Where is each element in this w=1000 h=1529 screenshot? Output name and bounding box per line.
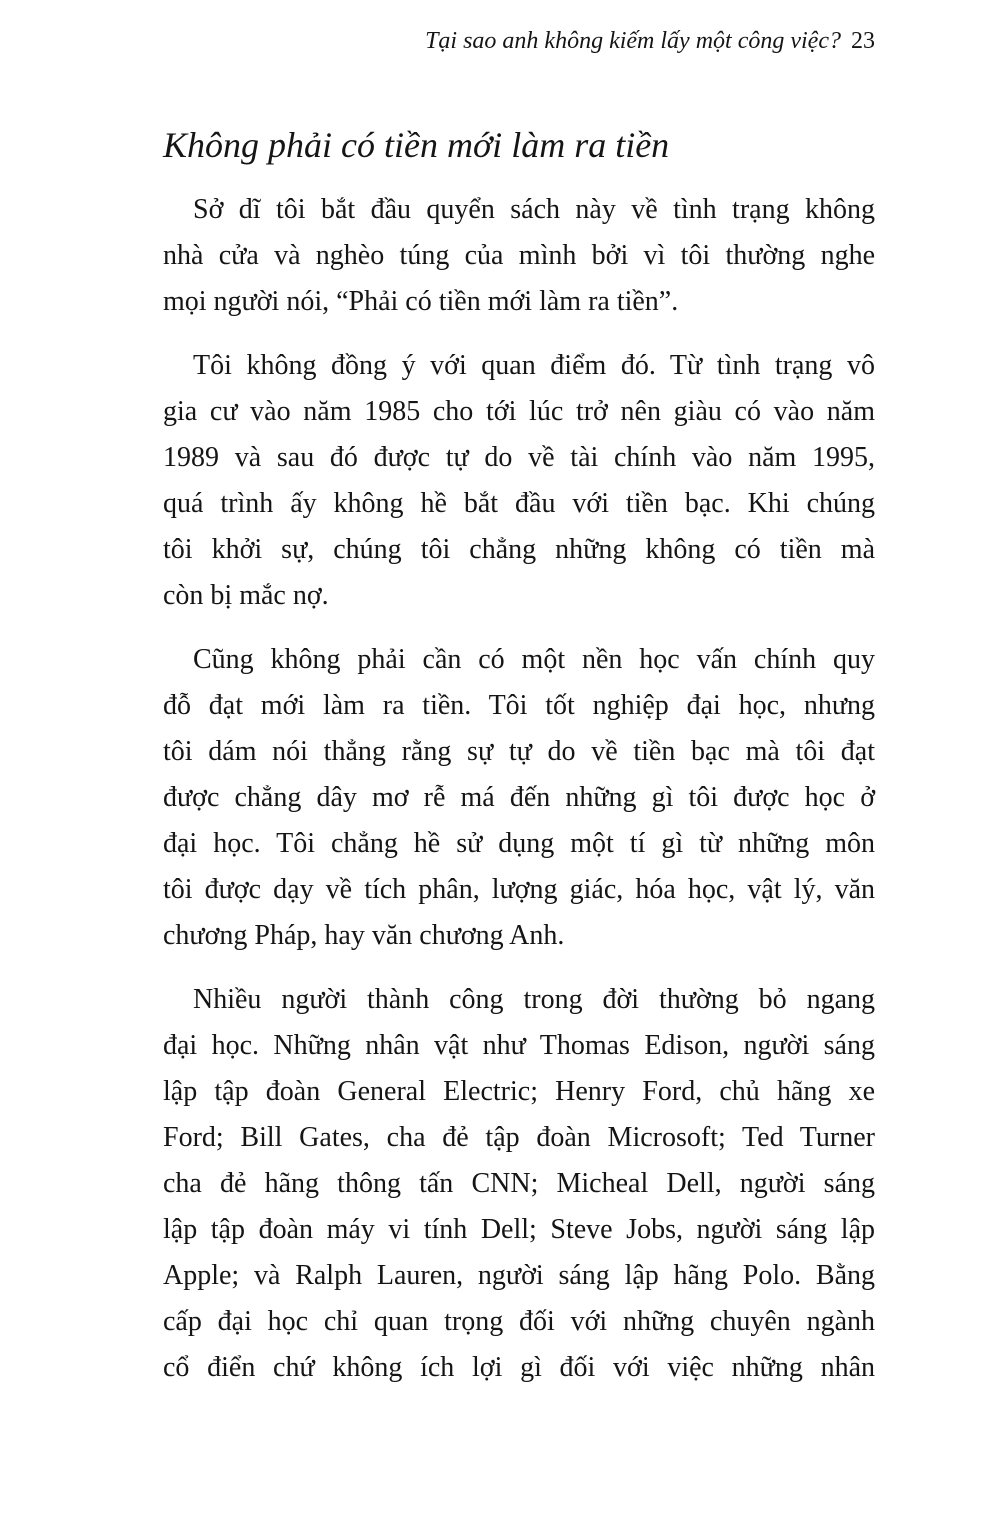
running-head [425,24,875,58]
text-line: gia cư vào năm 1985 cho tới lúc trở nên giàu có vào năm [163,396,875,427]
text-line: lập tập đoàn General Electric; Henry Ford, chủ hãng xe [163,1076,875,1107]
text-line: Nhiều người thành công trong đời thường bỏ ngang [193,984,875,1015]
text-line: Apple; và Ralph Lauren, người sáng lập hãng Polo. Bằng [163,1260,875,1291]
text-line: mọi người nói, “Phải có tiền mới làm ra tiền”. [163,286,679,317]
text-line: lập tập đoàn máy vi tính Dell; Steve Jobs, người sáng lập [163,1214,875,1245]
text-line: nhà cửa và nghèo túng của mình bởi vì tôi thường nghe [163,240,875,271]
text-line: cổ điển chứ không ích lợi gì đối với việc những nhân [163,1352,875,1383]
text-line: chương Pháp, hay văn chương Anh. [163,920,565,951]
section-title: Không phải có tiền mới làm ra tiền [163,125,670,165]
text-line: Cũng không phải cần có một nền học vấn chính quy [193,644,875,675]
text-line: quá trình ấy không hề bắt đầu với tiền bạc. Khi chúng [163,488,875,519]
running-head-title: Tại sao anh không kiếm lấy một công việc? [425,28,841,54]
paragraph [163,977,875,1391]
text-line: Ford; Bill Gates, cha đẻ tập đoàn Microsoft; Ted Turner [163,1122,875,1153]
paragraph [163,187,875,325]
text-line: được chẳng dây mơ rễ má đến những gì tôi được học ở [163,782,875,813]
text-line: cấp đại học chỉ quan trọng đối với những chuyên ngành [163,1306,875,1337]
text-line: tôi dám nói thẳng rằng sự tự do về tiền bạc mà tôi đạt [163,736,875,767]
text-line: 1989 và sau đó được tự do về tài chính vào năm 1995, [163,442,875,473]
text-line: tôi khởi sự, chúng tôi chẳng những không có tiền mà [163,534,875,565]
page-number: 23 [851,28,875,54]
text-line: đại học. Tôi chẳng hề sử dụng một tí gì từ những môn [163,828,875,859]
text-line: còn bị mắc nợ. [163,580,329,611]
body-text [163,187,875,1409]
text-line: cha đẻ hãng thông tấn CNN; Micheal Dell, người sáng [163,1168,875,1199]
text-line: Tôi không đồng ý với quan điểm đó. Từ tình trạng vô [193,350,875,381]
text-line: tôi được dạy về tích phân, lượng giác, hóa học, vật lý, văn [163,874,875,905]
text-line: Sở dĩ tôi bắt đầu quyển sách này về tình trạng không [193,194,875,225]
text-line: đại học. Những nhân vật như Thomas Edison, người sáng [163,1030,875,1061]
paragraph [163,637,875,959]
paragraph [163,343,875,619]
text-line: đỗ đạt mới làm ra tiền. Tôi tốt nghiệp đại học, nhưng [163,690,875,721]
